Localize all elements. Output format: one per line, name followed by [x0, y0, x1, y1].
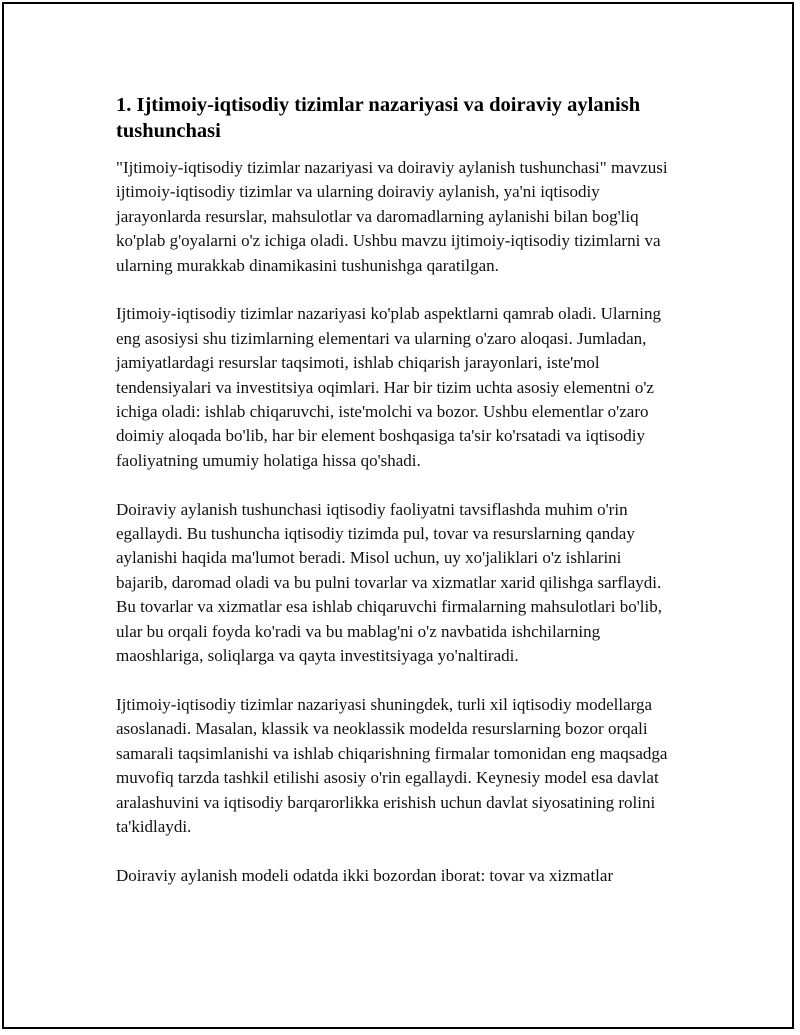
- paragraph-3: Doiraviy aylanish tushunchasi iqtisodiy faoliyatni tavsiflashda muhim o'rin egallaydi. Bu tushuncha iqtisodiy tizimda pul, tovar va resurslarning qanday aylanishi haqida ma'lumot beradi. Misol uchun, uy xo'jaliklari o'z ishlarini bajarib, daromad oladi va bu pulni tovarlar va xizmatlar xarid qilishga sarflaydi. Bu tovarlar va xizmatlar esa ishlab chiqaruvchi firmalarning mahsulotlari bo'lib, ular bu orqali foyda ko'radi va bu mablag'ni o'z navbatida ishchilarning maoshlariga, soliqlarga va qayta investitsiyaga yo'naltiradi.: [116, 499, 662, 666]
- paragraph-2: Ijtimoiy-iqtisodiy tizimlar nazariyasi ko'plab aspektlarni qamrab oladi. Ularning eng asosiysi shu tizimlarning elementari va ularning o'zaro aloqasi. Jumladan, jamiyatlardagi resurslar taqsimoti, ishlab chiqarish jarayonlari, iste'mol tendensiyalari va investitsiya oqimlari. Har bir tizim uchta asosiy elementni o'z ichiga oladi: ishlab chiqaruvchi, iste'molchi va bozor. Ushbu elementlar o'zaro doimiy aloqada bo'lib, har bir element boshqasiga ta'sir ko'rsatadi va iqtisodiy faoliyatning umumiy holatiga hissa qo'shadi.: [116, 304, 662, 470]
- section-heading: 1. Ijtimoiy-iqtisodiy tizimlar nazariyasi va doiraviy aylanish tushunchasi: [116, 94, 641, 142]
- document-body: [116, 92, 676, 913]
- paragraph-4: Ijtimoiy-iqtisodiy tizimlar nazariyasi shuningdek, turli xil iqtisodiy modellarga asoslanadi. Masalan, klassik va neoklassik modelda resurslarning bozor orqali samarali taqsimlanishi va ishlab chiqarishning firmalar tomonidan eng maqsadga muvofiq tarzda tashkil etilishi asosiy o'rin egallaydi. Keynesiy model esa davlat aralashuvini va iqtisodiy barqarorlikka erishish uchun davlat siyosatining rolini ta'kidlaydi.: [116, 694, 668, 836]
- paragraph-1: "Ijtimoiy-iqtisodiy tizimlar nazariyasi va doiraviy aylanish tushunchasi" mavzusi ijtimoiy-iqtisodiy tizimlar va ularning doiraviy aylanish, ya'ni iqtisodiy jarayonlarda resurslar, mahsulotlar va daromadlarning aylanishi bilan bog'liq ko'plab g'oyalarni o'z ichiga oladi. Ushbu mavzu ijtimoiy-iqtisodiy tizimlarni va ularning murakkab dinamikasini tushunishga qaratilgan.: [116, 158, 668, 275]
- paragraph-5: Doiraviy aylanish modeli odatda ikki bozordan iborat: tovar va xizmatlar: [116, 865, 614, 885]
